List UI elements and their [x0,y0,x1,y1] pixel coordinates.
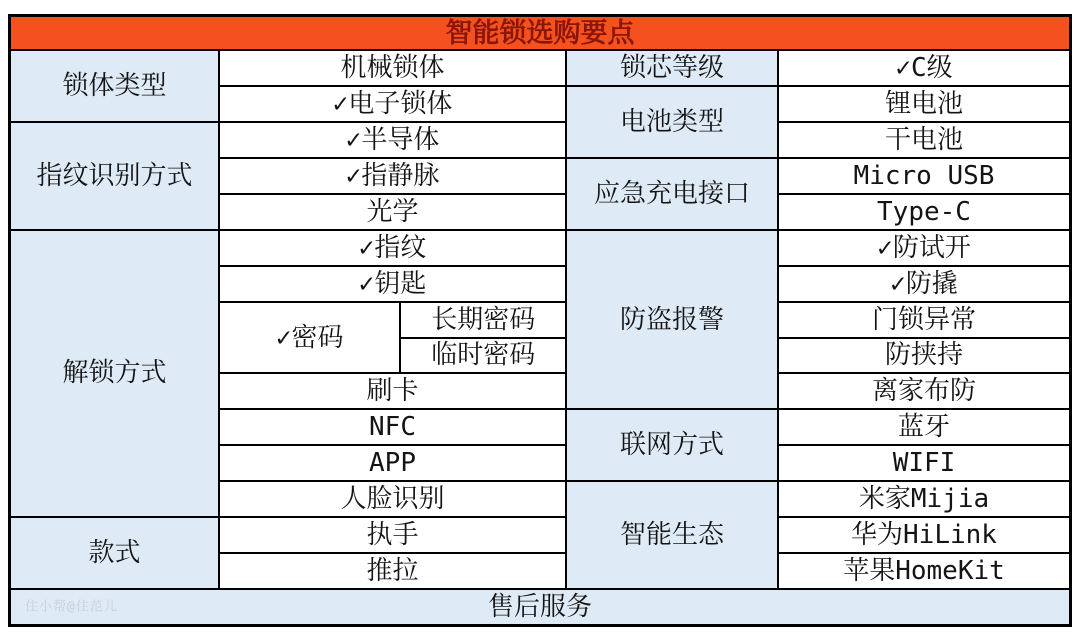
footer-label: 售后服务 [487,592,592,623]
value-anti-pry: ✓防撬 [779,267,1069,301]
value-wifi: WIFI [779,446,1069,480]
value-app: APP [220,446,565,480]
page-title: 智能锁选购要点 [11,17,1069,49]
value-long-term-password: 长期密码 [431,304,536,335]
footer-after-sales-service [11,590,1069,624]
value-huawei-hilink: 华为HiLink [779,518,1069,552]
value-anti-coercion: 防挟持 [779,339,1069,373]
category-anti-theft-alarm: 防盗报警 [567,231,777,409]
value-electronic-lock-body: ✓电子锁体 [220,87,565,121]
value-optical: 光学 [220,195,565,229]
value-type-c: Type-C [779,195,1069,229]
value-handle: 执手 [220,518,565,552]
value-bluetooth: 蓝牙 [779,410,1069,444]
value-face-recognition: 人脸识别 [220,482,565,516]
category-fingerprint-recognition: 指纹识别方式 [11,123,218,229]
value-push-pull: 推拉 [220,554,565,588]
value-card-swipe: 刷卡 [220,374,565,408]
value-password-group [220,303,565,373]
category-cylinder-grade: 锁芯等级 [567,51,777,85]
value-mijia: 米家Mijia [779,482,1069,516]
value-fingerprint: ✓指纹 [220,231,565,265]
value-dry-battery: 干电池 [779,123,1069,157]
value-anti-trial-open: ✓防试开 [779,231,1069,265]
category-unlock-methods: 解锁方式 [11,231,218,517]
category-emergency-charging-port: 应急充电接口 [567,159,777,229]
category-lock-body-type: 锁体类型 [11,51,218,121]
value-temporary-password: 临时密码 [431,340,536,371]
value-mechanical-lock-body: 机械锁体 [220,51,565,85]
watermark: 住小帮@住范儿 [25,599,118,615]
value-lithium-battery: 锂电池 [779,87,1069,121]
value-micro-usb: Micro USB [779,159,1069,193]
value-password: ✓密码 [220,303,399,373]
value-finger-vein: ✓指静脉 [220,159,565,193]
category-battery-type: 电池类型 [567,87,777,157]
value-key: ✓钥匙 [220,267,565,301]
category-smart-ecosystem: 智能生态 [567,482,777,588]
smart-lock-selection-table [8,14,1072,627]
value-apple-homekit: 苹果HomeKit [779,554,1069,588]
category-style: 款式 [11,518,218,588]
value-nfc: NFC [220,410,565,444]
value-semiconductor: ✓半导体 [220,123,565,157]
value-lock-abnormality: 门锁异常 [779,303,1069,337]
value-away-arming: 离家布防 [779,374,1069,408]
value-c-grade: ✓C级 [779,51,1069,85]
category-connectivity: 联网方式 [567,410,777,480]
